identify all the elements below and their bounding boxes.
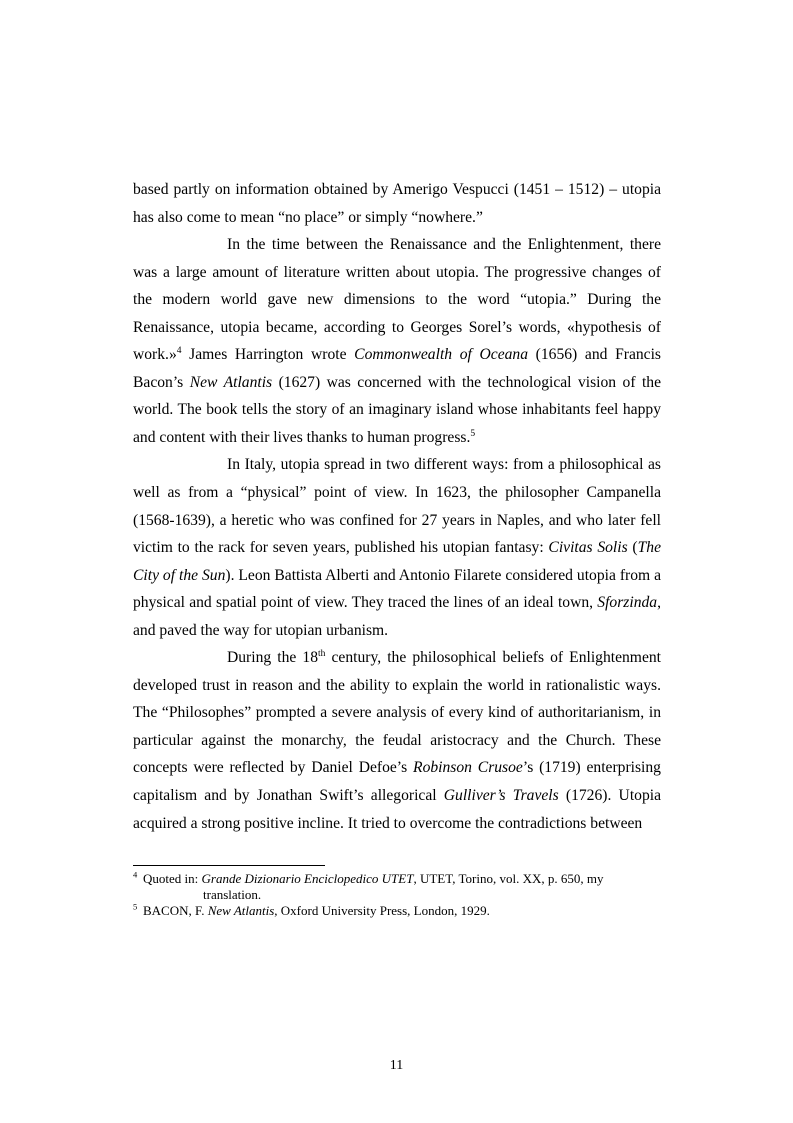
footnotes	[133, 871, 661, 919]
footnote-number: 5	[133, 901, 138, 912]
body-text	[133, 176, 661, 837]
paragraph-3	[133, 451, 661, 644]
text-run: Quoted in:	[143, 871, 202, 886]
text-run: , Oxford University Press, London, 1929.	[274, 903, 490, 918]
text-run: (1627) was concerned with the technological vision of the world. The book tells the story of an imaginary island whose inhabitants feel happy and content with their lives thanks to human progress.	[133, 373, 662, 446]
footnote-4	[133, 871, 661, 903]
superscript: th	[318, 649, 326, 660]
text-run: During the 18	[227, 649, 318, 667]
text-run: (1656) and Francis Bacon’s	[133, 346, 661, 391]
page-number: 11	[389, 1058, 404, 1073]
text-run: , and paved the way for utopian urbanism.	[133, 594, 661, 639]
text-run: (1726). Utopia acquired a strong positive incline. It tried to overcome the contradictions between	[133, 787, 661, 832]
superscript: 4	[176, 346, 182, 357]
italic-title: Civitas Solis	[548, 539, 628, 557]
text-run: (	[627, 539, 638, 557]
italic-title: Grande Dizionario Enciclopedico UTET	[201, 871, 414, 886]
text-run: In the time between the Renaissance and the Enlightenment, there was a large amount of literature written about utopia. The progressive changes of the modern world gave new dimensions to the word “utopia.” During the Renaissance, utopia became, according to Georges Sorel’s words, «hypothesis of work.»	[133, 236, 661, 364]
superscript: 5	[470, 428, 476, 439]
text-run: based partly on information obtained by Amerigo Vespucci (1451 – 1512) – utopia has also come to mean “no place” or simply “nowhere.”	[133, 181, 661, 226]
text-run: BACON, F.	[143, 903, 208, 918]
footnote-text	[143, 903, 490, 918]
paragraph-2	[133, 231, 661, 451]
footnote-number: 4	[133, 869, 138, 880]
text-run: James Harrington wrote	[181, 346, 355, 364]
text-run: century, the philosophical beliefs of Enlightenment developed trust in reason and the ability to explain the world in rationalistic ways. The “Philosophes” prompted a severe analysis of every kind of authoritarianism, in particular against the monarchy, the feudal aristocracy and the Church. These concepts were reflected by Daniel Defoe’s	[133, 649, 661, 777]
footnote-divider	[133, 865, 325, 866]
italic-title: Sforzinda	[597, 594, 658, 612]
paragraph-4	[133, 644, 661, 837]
text-run: ). Leon Battista Alberti and Antonio Filarete considered utopia from a physical and spatial point of view. They traced the lines of an ideal town,	[133, 566, 661, 612]
footnote-text	[143, 871, 604, 902]
italic-title: New Atlantis	[189, 373, 273, 391]
text-run: In Italy, utopia spread in two different ways: from a philosophical as well as from a “physical” point of view. In 1623, the philosopher Campanella (1568-1639), a heretic who was confined for 27 years in Naples, and who later fell victim to the rack for seven years, published his utopian fantasy:	[133, 456, 661, 557]
paragraph-1	[133, 176, 661, 231]
italic-title: Gulliver’s Travels	[443, 787, 559, 805]
text-run: ’s (1719) enterprising capitalism and by Jonathan Swift’s allegorical	[133, 759, 661, 805]
footnote-5	[133, 903, 661, 919]
italic-title: Commonwealth of Oceana	[354, 346, 529, 364]
italic-title: New Atlantis	[207, 903, 275, 918]
text-run: , UTET, Torino, vol. XX, p. 650, my translation.	[203, 871, 604, 902]
italic-title: The City of the Sun	[133, 539, 661, 584]
italic-title: Robinson Crusoe	[413, 759, 523, 777]
